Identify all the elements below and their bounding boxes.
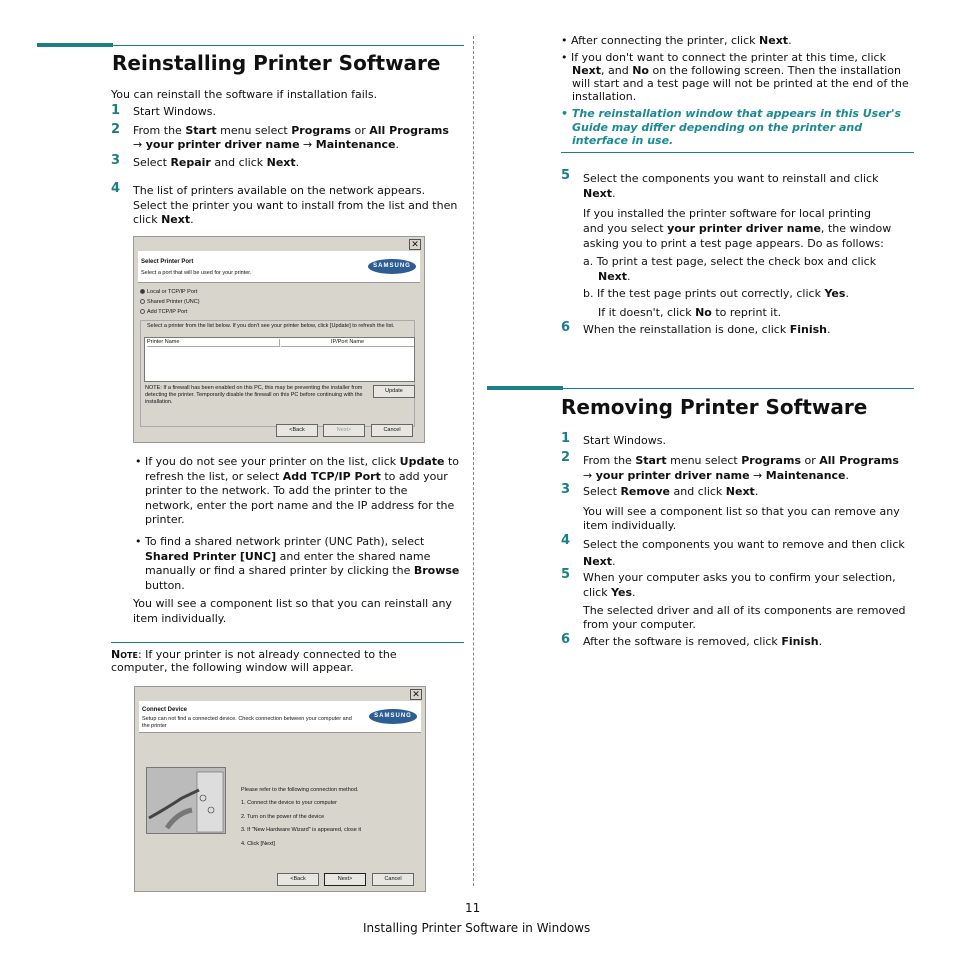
dialog-header bbox=[139, 701, 421, 733]
step-text: When your computer asks you to confirm your selection, click Yes. bbox=[583, 571, 896, 599]
radio-icon bbox=[140, 309, 145, 314]
column-header-printer[interactable]: Printer Name bbox=[147, 339, 280, 347]
step-number: 5 bbox=[561, 168, 571, 183]
instruction-line: 3. If "New Hardware Wizard" is appeared, close it bbox=[241, 827, 362, 833]
firewall-note: NOTE: If a firewall has been enabled on this PC, this may be preventing the installer from detecting the printer. Temporarily disable the firewall on this PC before continuing with the installation. bbox=[145, 385, 363, 405]
step-number: 5 bbox=[561, 567, 571, 582]
next-button[interactable]: Next> bbox=[324, 873, 366, 886]
instruction-line: Please refer to the following connection method. bbox=[241, 787, 359, 793]
step-number: 6 bbox=[561, 320, 571, 335]
dialog-header bbox=[138, 251, 420, 283]
section-rule bbox=[113, 45, 464, 46]
step-text: Select Remove and click Next. bbox=[583, 485, 759, 498]
step-number: 2 bbox=[561, 450, 571, 465]
back-button[interactable]: <Back bbox=[276, 424, 318, 437]
step-text: Start Windows. bbox=[583, 434, 666, 447]
bullet-shared: • To find a shared network printer (UNC Path), select Shared Printer [UNC] and enter the shared name manually or find a shared printer by clicking the Browse button. bbox=[135, 535, 470, 593]
component-text: You will see a component list so that you can reinstall any item individually. bbox=[133, 597, 452, 625]
close-icon[interactable]: ✕ bbox=[410, 689, 422, 700]
note-text: Note: If your printer is not already connected to the computer, the following window will appear. bbox=[111, 648, 397, 674]
step-text: From the Start menu select Programs or All Programs → your printer driver name → Maintenance. bbox=[583, 454, 899, 482]
list-instruction: Select a printer from the list below. If you don't see your printer below, click [Update] to refresh the list. bbox=[147, 323, 395, 329]
cable-icon bbox=[147, 768, 227, 835]
note-rule bbox=[561, 152, 914, 153]
cancel-button[interactable]: Cancel bbox=[371, 424, 413, 437]
step-text: Select Repair and click Next. bbox=[133, 156, 300, 169]
section-accent-bar bbox=[37, 43, 113, 47]
step-text: Select the components you want to remove and then click Next. bbox=[583, 538, 905, 568]
instruction-line: 1. Connect the device to your computer bbox=[241, 800, 337, 806]
step-number: 3 bbox=[111, 153, 121, 168]
section-accent-bar bbox=[487, 386, 563, 390]
substep-a: a. To print a test page, select the check box and click Next. bbox=[583, 255, 877, 283]
instruction-line: 4. Click [Next] bbox=[241, 841, 275, 847]
step-text: Start Windows. bbox=[133, 105, 216, 118]
footer-section: Installing Printer Software in Windows bbox=[363, 921, 591, 935]
dialog-subtitle: Setup can not find a connected device. Check connection between your computer and the printer bbox=[142, 716, 352, 729]
dialog-titlebar bbox=[134, 237, 424, 251]
radio-selected-icon bbox=[140, 289, 145, 294]
step-number: 1 bbox=[111, 103, 121, 118]
section-title: Removing Printer Software bbox=[561, 395, 868, 419]
next-button[interactable]: Next> bbox=[323, 424, 365, 437]
select-printer-port-dialog bbox=[133, 236, 425, 443]
step-number: 4 bbox=[561, 533, 571, 548]
step-text: The selected driver and all of its components are removed from your computer. bbox=[583, 604, 906, 631]
step-number: 4 bbox=[111, 181, 121, 196]
printer-list[interactable] bbox=[144, 337, 415, 382]
step-text: The list of printers available on the network appears. Select the printer you want to install from the list and then click Next. bbox=[133, 184, 458, 226]
samsung-logo: SAMSUNG bbox=[368, 259, 416, 274]
samsung-logo: SAMSUNG bbox=[369, 709, 417, 724]
instruction-line: 2. Turn on the power of the device bbox=[241, 814, 325, 820]
dialog-title: Connect Device bbox=[142, 707, 188, 713]
step-text: You will see a component list so that you can remove any item individually. bbox=[583, 505, 900, 532]
bullet-update: • If you do not see your printer on the list, click Update to refresh the list, or select Add TCP/IP Port to add your printer to the network. To add the printer to the network, enter the port name and the IP address for the printer. bbox=[135, 455, 470, 528]
step-text: When the reinstallation is done, click Finish. bbox=[583, 323, 831, 336]
radio-option[interactable]: Add TCP/IP Port bbox=[140, 309, 187, 316]
bullet-after-connecting: • After connecting the printer, click Next. bbox=[561, 34, 921, 48]
step-number: 2 bbox=[111, 122, 121, 137]
radio-icon bbox=[140, 299, 145, 304]
reinstall-note: • The reinstallation window that appears in this User's Guide may differ depending on the printer and interface in use. bbox=[561, 107, 921, 148]
connection-illustration bbox=[146, 767, 226, 834]
step-number: 3 bbox=[561, 482, 571, 497]
note-rule bbox=[111, 642, 464, 643]
step-text: Select the components you want to reinstall and click Next. bbox=[583, 172, 879, 200]
intro-text: You can reinstall the software if installation fails. bbox=[111, 88, 378, 101]
step-text: After the software is removed, click Finish. bbox=[583, 635, 823, 648]
radio-option[interactable]: Shared Printer (UNC) bbox=[140, 299, 200, 306]
printer-list-panel bbox=[140, 320, 415, 427]
close-icon[interactable]: ✕ bbox=[409, 239, 421, 250]
substep-b-fallback: If it doesn't, click No to reprint it. bbox=[598, 306, 782, 319]
dialog-title: Select Printer Port bbox=[141, 259, 194, 265]
column-header-ip[interactable]: IP/Port Name bbox=[281, 339, 414, 347]
step-number: 6 bbox=[561, 632, 571, 647]
step-number: 1 bbox=[561, 431, 571, 446]
step-text: If you installed the printer software for local printing and you select your printer driver name, the window asking you to print a test page appears. Do as follows: bbox=[583, 207, 892, 250]
connect-device-dialog bbox=[134, 686, 426, 892]
step-text: From the Start menu select Programs or All Programs → your printer driver name → Maintenance. bbox=[133, 124, 449, 151]
page-title: Reinstalling Printer Software bbox=[112, 51, 441, 75]
substep-b: b. If the test page prints out correctly, click Yes. bbox=[583, 287, 849, 300]
radio-option[interactable]: Local or TCP/IP Port bbox=[140, 289, 197, 296]
cancel-button[interactable]: Cancel bbox=[372, 873, 414, 886]
back-button[interactable]: <Back bbox=[277, 873, 319, 886]
update-button[interactable]: Update bbox=[373, 385, 415, 398]
bullet-no-connect: • If you don't want to connect the printer at this time, click Next, and No on the following screen. Then the installation will start and a test page will not be printed at the end of the installation. bbox=[561, 51, 921, 103]
dialog-subtitle: Select a port that will be used for your printer. bbox=[141, 270, 252, 276]
column-divider bbox=[473, 36, 474, 886]
section-rule bbox=[563, 388, 914, 389]
page-number: 11 bbox=[465, 901, 481, 915]
dialog-titlebar bbox=[135, 687, 425, 701]
